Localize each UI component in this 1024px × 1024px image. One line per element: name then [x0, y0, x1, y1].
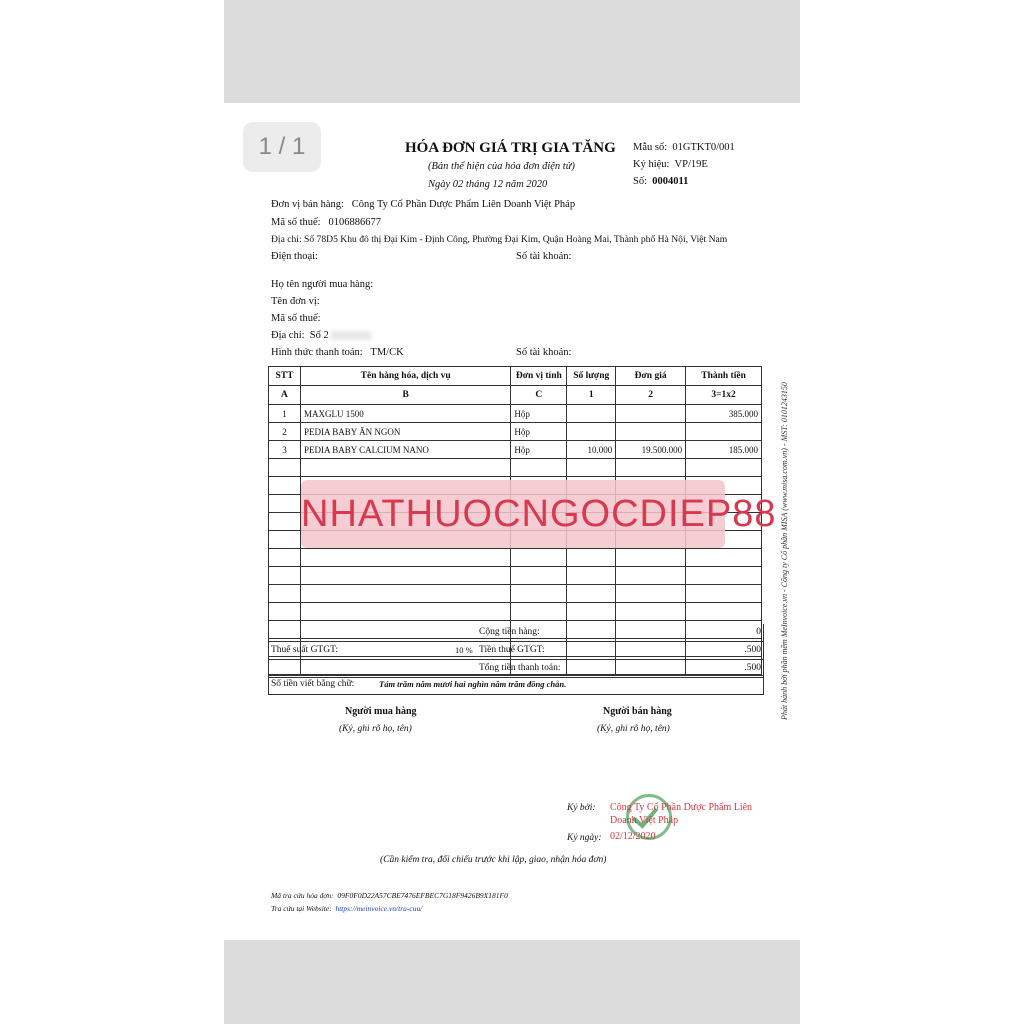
row-unit: Hộp	[511, 405, 567, 423]
seller-name-label: Đơn vị bán hàng:	[271, 199, 344, 210]
seller-name-row	[271, 199, 575, 210]
invoice-subtitle: (Bản thể hiện của hóa đơn điện tử)	[428, 161, 575, 172]
empty-row	[269, 459, 762, 477]
page-indicator[interactable]: 1 / 1	[243, 122, 321, 172]
table-row	[269, 441, 762, 459]
empty-row	[269, 567, 762, 585]
payment-row	[271, 347, 404, 358]
lookup-site-row	[271, 904, 422, 913]
row-price	[616, 405, 686, 423]
row-amount: 385.000	[686, 405, 762, 423]
column-header: Đơn giá	[616, 367, 686, 386]
seller-tax-label: Mã số thuế:	[271, 217, 321, 228]
vertical-publisher-note: Phát hành bởi phần mềm MeInvoice.vn - Công ty Cổ phần MISA (www.misa.com.vn) - MST: 0101243150	[780, 382, 789, 720]
seller-tax: 0106886677	[328, 217, 381, 228]
symbol-label: Ký hiệu:	[633, 159, 670, 170]
signed-by-line2: Doanh Việt Pháp	[610, 815, 679, 826]
row-stt: 3	[269, 441, 301, 459]
lookup-code-label: Mã tra cứu hóa đơn:	[271, 891, 334, 900]
column-code: A	[269, 386, 301, 405]
row-name: PEDIA BABY ĂN NGON	[300, 423, 510, 441]
buyer-name-label: Họ tên người mua hàng:	[271, 279, 374, 290]
redacted-address	[331, 331, 371, 340]
seller-address-row	[271, 234, 727, 245]
invoice-number-label: Số:	[633, 176, 648, 187]
subtotal-row	[269, 624, 763, 642]
seller-name: Công Ty Cổ Phần Dược Phẩm Liên Doanh Việt Pháp	[351, 199, 576, 210]
table-code-row	[269, 386, 762, 405]
seller-account-label: Số tài khoản:	[516, 251, 572, 262]
signed-date: 02/12/2020	[610, 831, 656, 842]
grand-total-label: Tổng tiền thanh toán:	[479, 663, 561, 673]
form-number-label: Mẫu số:	[633, 142, 668, 153]
symbol-value: VP/19E	[674, 159, 708, 170]
form-number-row	[633, 142, 735, 153]
invoice-number-row	[633, 176, 688, 187]
buyer-signature-note: (Ký, ghi rõ họ, tên)	[339, 724, 412, 734]
subtotal-value: 0	[756, 627, 761, 637]
column-header: Thành tiền	[686, 367, 762, 386]
row-qty	[567, 405, 616, 423]
row-unit: Hộp	[511, 423, 567, 441]
lookup-code: 09F0F0D22A57CBE7476EFBEC7G18F9426B9X181F0	[337, 891, 508, 900]
column-header: Số lượng	[567, 367, 616, 386]
empty-row	[269, 549, 762, 567]
table-row	[269, 423, 762, 441]
viewer-top-bar	[224, 0, 800, 103]
vat-amount: .500	[744, 645, 761, 655]
vat-rate: 10 %	[455, 645, 473, 655]
buyer-account-label: Số tài khoản:	[516, 347, 572, 358]
buyer-signature-title: Người mua hàng	[345, 706, 417, 717]
invoice-title: HÓA ĐƠN GIÁ TRỊ GIA TĂNG	[405, 140, 616, 156]
row-amount	[686, 423, 762, 441]
buyer-address: Số 2	[309, 330, 329, 341]
column-code: 2	[616, 386, 686, 405]
symbol-row	[633, 159, 708, 170]
column-code: B	[300, 386, 510, 405]
signed-by-line1: Công Ty Cổ Phần Dược Phẩm Liên	[610, 802, 753, 813]
seller-signature-note: (Ký, ghi rõ họ, tên)	[597, 724, 670, 734]
vat-row	[269, 642, 763, 660]
row-price	[616, 423, 686, 441]
buyer-tax-label: Mã số thuế:	[271, 313, 321, 324]
amount-in-words-row	[268, 675, 764, 695]
seller-address-label: Địa chỉ:	[271, 234, 302, 245]
table-row	[269, 405, 762, 423]
row-qty	[567, 423, 616, 441]
column-code: 3=1x2	[686, 386, 762, 405]
amount-in-words: Tám trăm năm mươi hai nghìn năm trăm đồng chẵn.	[379, 679, 567, 689]
vat-rate-label: Thuế suất GTGT:	[271, 645, 339, 655]
totals-block	[268, 624, 764, 678]
empty-row	[269, 585, 762, 603]
buyer-unit-label: Tên đơn vị:	[271, 296, 320, 307]
column-header: STT	[269, 367, 301, 386]
check-note: (Cần kiểm tra, đối chiếu trước khi lập, giao, nhận hóa đơn)	[380, 855, 607, 865]
row-price: 19.500.000	[616, 441, 686, 459]
row-stt: 1	[269, 405, 301, 423]
column-header: Đơn vị tính	[511, 367, 567, 386]
column-code: C	[511, 386, 567, 405]
row-amount: 185.000	[686, 441, 762, 459]
row-name: MAXGLU 1500	[300, 405, 510, 423]
empty-row	[269, 603, 762, 621]
row-name: PEDIA BABY CALCIUM NANO	[300, 441, 510, 459]
seller-address: Số 78D5 Khu đô thị Đại Kim - Định Công, Phường Đại Kim, Quận Hoàng Mai, Thành phố Hà Nội, Việt Nam	[304, 234, 728, 245]
row-qty: 10.000	[567, 441, 616, 459]
buyer-address-row	[271, 330, 371, 341]
lookup-code-row	[271, 891, 508, 900]
row-stt: 2	[269, 423, 301, 441]
signed-date-label: Ký ngày:	[567, 833, 602, 843]
invoice-date: Ngày 02 tháng 12 năm 2020	[428, 179, 548, 190]
column-code: 1	[567, 386, 616, 405]
form-number: 01GTKT0/001	[672, 142, 735, 153]
table-header-row	[269, 367, 762, 386]
lookup-site-label: Tra cứu tại Website:	[271, 904, 332, 913]
column-header: Tên hàng hóa, dịch vụ	[300, 367, 510, 386]
viewer-bottom-bar	[224, 940, 800, 1024]
amount-in-words-label: Số tiền viết bằng chữ:	[271, 679, 355, 689]
buyer-address-label: Địa chỉ:	[271, 330, 305, 341]
lookup-site-link[interactable]: https://meinvoice.vn/tra-cuu/	[335, 904, 423, 913]
row-unit: Hộp	[511, 441, 567, 459]
signed-by-label: Ký bởi:	[567, 803, 596, 813]
invoice-number: 0004011	[652, 176, 689, 187]
seller-phone-label: Điện thoại:	[271, 251, 318, 262]
seller-signature-title: Người bán hàng	[603, 706, 672, 717]
grand-total: .500	[744, 663, 761, 673]
payment-method: TM/CK	[370, 347, 404, 358]
subtotal-label: Cộng tiền hàng:	[479, 627, 540, 637]
vat-amount-label: Tiền thuế GTGT:	[479, 645, 545, 655]
seller-tax-row	[271, 217, 381, 228]
shop-watermark: NHATHUOCNGOCDIEP88	[301, 480, 725, 548]
payment-label: Hình thức thanh toán:	[271, 347, 363, 358]
